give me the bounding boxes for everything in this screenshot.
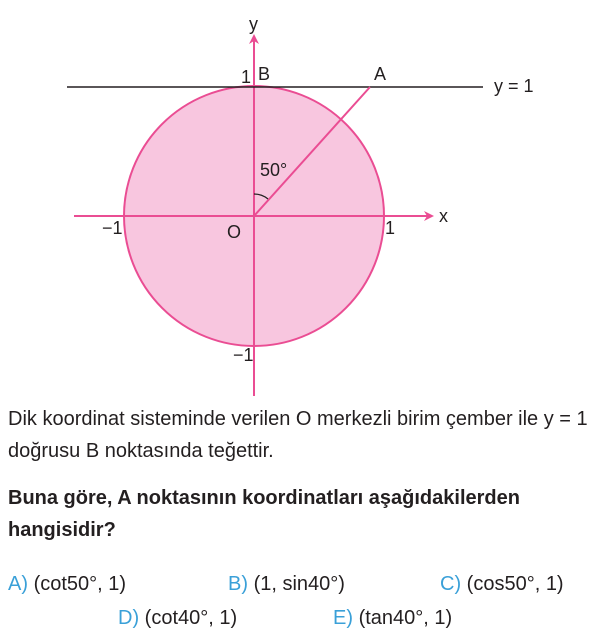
option-e-letter: E) <box>333 607 353 629</box>
option-e[interactable] <box>333 605 452 631</box>
option-d-letter: D) <box>118 607 140 629</box>
option-b-text: (1, sin40°) <box>253 573 345 595</box>
option-a-text: (cot50°, 1) <box>33 573 127 595</box>
option-b-letter: B) <box>228 573 248 595</box>
option-c[interactable] <box>440 571 564 597</box>
point-b-label: B <box>258 64 271 84</box>
option-d[interactable] <box>118 605 237 631</box>
y-axis-label: y <box>249 14 258 34</box>
option-a[interactable] <box>8 571 126 597</box>
option-c-text: (cos50°, 1) <box>466 573 564 595</box>
origin-label: O <box>227 222 242 242</box>
angle-label: 50° <box>260 160 288 180</box>
option-c-letter: C) <box>440 573 462 595</box>
option-a-letter: A) <box>8 573 28 595</box>
tick-right-label: 1 <box>385 218 396 238</box>
question-prompt: Buna göre, A noktasının koordinatları aşağıdakilerden hangisidir? <box>8 487 520 541</box>
x-axis-label: x <box>439 206 448 226</box>
option-e-text: (tan40°, 1) <box>358 607 453 629</box>
tangent-line-label: y = 1 <box>494 76 534 96</box>
option-b[interactable] <box>228 571 345 597</box>
question-statement: Dik koordinat sisteminde verilen O merkezli birim çember ile y = 1 doğrusu B noktasında teğettir. <box>8 408 588 462</box>
option-d-text: (cot40°, 1) <box>144 607 238 629</box>
tick-left-label: −1 <box>102 218 123 238</box>
tick-top-label: 1 <box>241 67 252 87</box>
point-a-label: A <box>374 64 387 84</box>
tick-bottom-label: −1 <box>233 345 254 365</box>
